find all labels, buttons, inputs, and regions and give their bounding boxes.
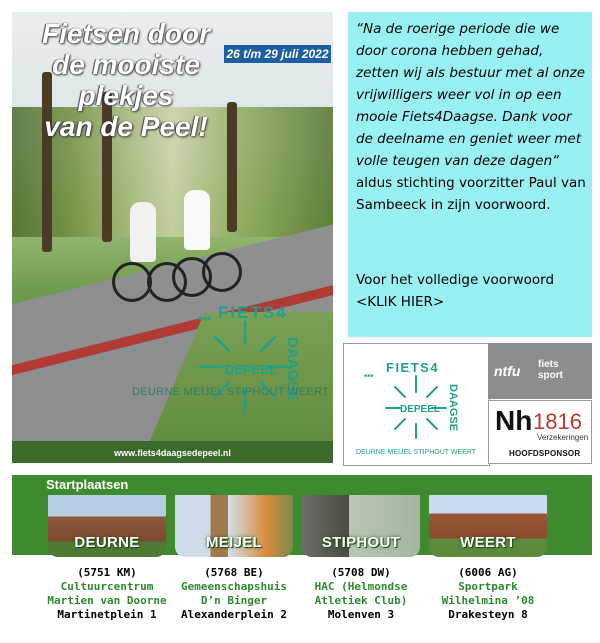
location-address: Alexanderplein 2	[181, 608, 287, 621]
location-postcode: (5751 KM)	[77, 566, 137, 579]
location-venue-line: Gemeenschapshuis	[181, 580, 287, 593]
svg-text:***: ***	[364, 373, 374, 382]
headline-line: de mooiste	[52, 49, 200, 80]
location-venue-line: HAC (Helmondse	[314, 580, 408, 593]
poster-headline	[26, 18, 226, 142]
nh-logo-number: 1816	[533, 409, 582, 434]
date-badge: 26 t/m 29 juli 2022	[224, 45, 331, 63]
location-info-meijel	[169, 566, 299, 622]
location-info-stiphout	[296, 566, 426, 622]
location-venue-line: Martien van Doorne	[47, 594, 167, 607]
headline-line: van de Peel!	[44, 111, 208, 142]
location-card-deurne[interactable]	[48, 495, 166, 557]
logo-bottom-text: DAAGSE	[447, 384, 459, 432]
event-logo-panel	[343, 343, 490, 466]
location-card-stiphout[interactable]	[302, 495, 420, 557]
logo-top-text: FIETS4	[386, 360, 440, 375]
headline-line: plekjes	[78, 80, 174, 111]
quote-attribution: aldus stichting voorzitter Paul van Sambeeck in zijn voorwoord.	[356, 175, 586, 213]
quote-panel	[348, 12, 592, 337]
fietssport-line: fiets	[538, 359, 559, 370]
event-poster[interactable]	[12, 12, 333, 463]
bike-wheel	[202, 252, 242, 292]
nh-logo-mark: Nh	[495, 405, 533, 436]
location-name: MEIJEL	[206, 534, 262, 551]
poster-url[interactable]: www.fiets4daagsedepeel.nl	[114, 448, 231, 458]
fiets4daagse-logo	[170, 292, 320, 442]
location-address: Drakesteyn 8	[448, 608, 528, 621]
full-foreword-link[interactable]: Voor het volledige voorwoord <KLIK HIER>	[356, 272, 555, 310]
cyclist-figure	[130, 202, 156, 262]
location-card-meijel[interactable]	[175, 495, 293, 557]
verzekeringen-label: Verzekeringen	[537, 433, 589, 442]
nh1816-sponsor-logo[interactable]	[488, 400, 592, 464]
fietssport-logo-text	[538, 359, 563, 381]
logo-towns: DEURNE MEIJEL STIPHOUT WEERT	[355, 449, 477, 456]
ntfu-logo-text: ntfu	[494, 363, 521, 379]
ntfu-sponsor-logo[interactable]	[488, 343, 592, 399]
hoofdsponsor-label: HOOFDSPONSOR	[509, 449, 581, 458]
logo-bottom-text: DAAGSE	[284, 337, 301, 402]
location-venue-line: Cultuurcentrum	[60, 580, 154, 593]
location-postcode: (6006 AG)	[458, 566, 518, 579]
headline-line: Fietsen door	[41, 18, 210, 49]
chairman-quote	[356, 18, 588, 216]
location-address: Martinetplein 1	[57, 608, 157, 621]
tree-trunk	[227, 102, 237, 232]
cyclist-figure	[184, 190, 210, 250]
poster-towns: DEURNE MEIJEL STIPHOUT WEERT	[132, 386, 330, 398]
location-address: Molenven 3	[327, 608, 395, 621]
quote-italic-text: “Na de roerige periode die we door corona hebben gehad, zetten wij als bestuur met al onze vrijwilligers weer vol in op een mooie Fiets4Daagse. Dank voor de deelname en geniet weer met volle teugen van deze dagen“	[356, 21, 586, 169]
location-name: STIPHOUT	[321, 534, 401, 551]
startplaatsen-header: Startplaatsen	[12, 475, 592, 495]
location-venue-line: Wilhelmina ’08	[441, 594, 535, 607]
location-card-weert[interactable]	[429, 495, 547, 557]
location-name: DEURNE	[74, 534, 140, 551]
location-venue-line: Sportpark	[458, 580, 518, 593]
location-postcode: (5768 BE)	[204, 566, 264, 579]
bike-wheel	[112, 262, 152, 302]
location-venue-line: D’n Binger	[200, 594, 268, 607]
fietssport-line: sport	[538, 370, 563, 381]
location-venue-line: Atletiek Club)	[314, 594, 408, 607]
logo-stars: ***	[198, 315, 211, 327]
location-name: WEERT	[460, 534, 516, 551]
fiets4daagse-small-logo	[344, 344, 489, 465]
location-info-weert	[423, 566, 553, 622]
logo-middle-text: DEPEEL	[400, 404, 441, 415]
location-postcode: (5708 DW)	[331, 566, 391, 579]
location-info-deurne	[42, 566, 172, 622]
logo-middle-text: DEPEEL	[225, 362, 278, 377]
logo-top-text: FIETS4	[218, 303, 288, 322]
